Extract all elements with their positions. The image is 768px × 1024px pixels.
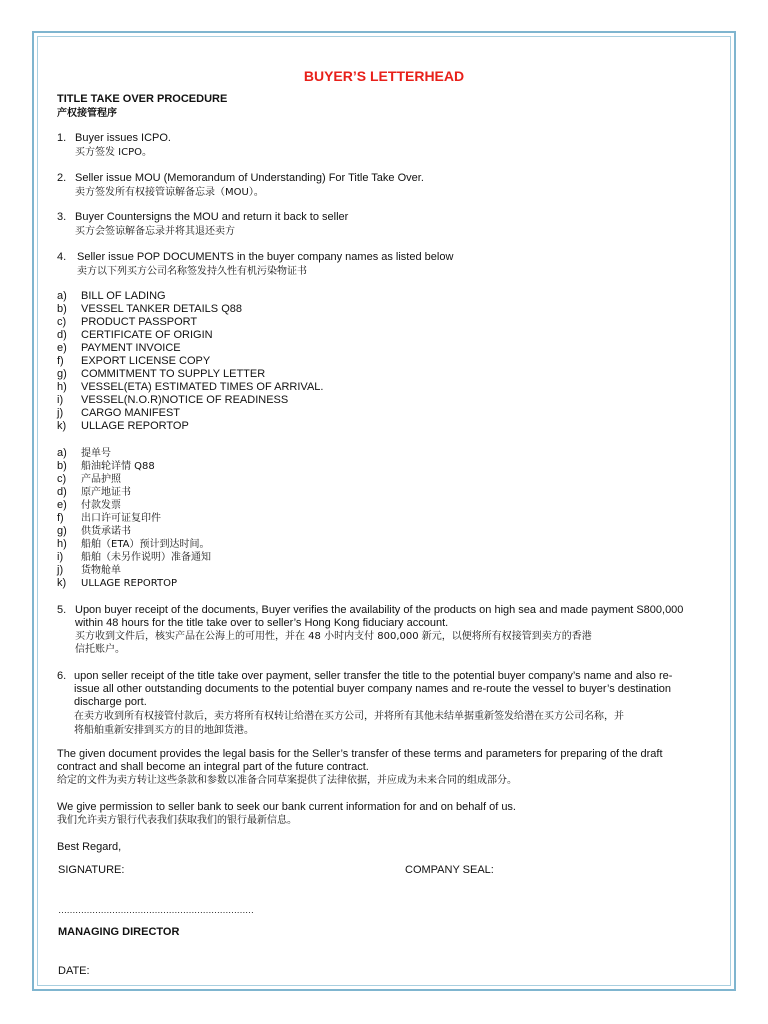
document-cn-item-label: 产品护照	[81, 474, 121, 485]
letterhead-title: BUYER’S LETTERHEAD	[303, 68, 465, 84]
document-cn-item-marker: e)	[57, 499, 67, 511]
step-4-text-cn: 卖方以下列买方公司名称签发持久性有机污染物证书	[77, 266, 307, 277]
document-en-item-marker: j)	[57, 407, 64, 419]
step-3-number: 3.	[57, 211, 67, 223]
step-6-number: 6.	[57, 670, 67, 682]
document-cn-item-label: 船油轮详情 Q88	[81, 461, 155, 472]
document-cn-item-marker: b)	[57, 460, 67, 472]
document-en-item-marker: c)	[57, 316, 67, 328]
document-cn-item-label: 提单号	[81, 448, 111, 459]
step-5-text-line-1: Upon buyer receipt of the documents, Buyer verifies the availability of the products on high sea and made payment S800,000	[75, 604, 684, 616]
document-en-item-marker: d)	[57, 329, 67, 341]
document-en-item-marker: f)	[57, 355, 64, 367]
document-en-item-marker: b)	[57, 303, 67, 315]
document-cn-item-marker: a)	[57, 447, 67, 459]
document-cn-item-marker: c)	[57, 473, 67, 485]
document-cn-item-marker: j)	[57, 564, 64, 576]
document-cn-item-label: 货物舱单	[81, 565, 121, 576]
legal-basis-line-2: contract and shall become an integral part of the future contract.	[57, 761, 369, 773]
document-cn-item-label: 船舶（未另作说明）准备通知	[81, 552, 211, 563]
document-en-item-label: PAYMENT INVOICE	[81, 342, 181, 354]
document-cn-item-marker: d)	[57, 486, 67, 498]
step-2-text-cn: 卖方签发所有权接管谅解备忘录（MOU）。	[75, 187, 264, 198]
document-cn-item-label: ULLAGE REPORTOP	[81, 578, 178, 589]
legal-basis-cn: 给定的文件为卖方转让这些条款和参数以准备合同草案提供了法律依据，并应成为未来合同的组成部分。	[57, 775, 517, 786]
step-4-text: Seller issue POP DOCUMENTS in the buyer company names as listed below	[77, 251, 454, 263]
step-2-number: 2.	[57, 172, 67, 184]
document-en-item-marker: g)	[57, 368, 67, 380]
document-en-item-label: VESSEL(N.O.R)NOTICE OF READINESS	[81, 394, 289, 406]
document-en-item-label: VESSEL(ETA) ESTIMATED TIMES OF ARRIVAL.	[81, 381, 324, 393]
document-en-item-label: COMMITMENT TO SUPPLY LETTER	[81, 368, 266, 380]
document-cn-item-label: 原产地证书	[81, 487, 131, 498]
document-cn-item-marker: i)	[57, 551, 64, 563]
document-cn-item-label: 供货承诺书	[81, 526, 131, 537]
document-cn-item-label: 出口许可证复印件	[81, 513, 161, 524]
document-en-item-label: CARGO MANIFEST	[81, 407, 181, 419]
document-en-item-label: CERTIFICATE OF ORIGIN	[81, 329, 213, 341]
step-5-text-cn-line-1: 买方收到文件后，核实产品在公海上的可用性，并在 48 小时内支付 800,000 新元，以便将所有权接管到卖方的香港	[75, 631, 592, 642]
step-3-text: Buyer Countersigns the MOU and return it back to seller	[75, 211, 349, 223]
document-en-item-label: ULLAGE REPORTOP	[81, 420, 189, 432]
date-label: DATE:	[58, 965, 90, 977]
document-en-item-label: VESSEL TANKER DETAILS Q88	[81, 303, 242, 315]
managing-director-label: MANAGING DIRECTOR	[58, 926, 180, 938]
document-cn-item-label: 付款发票	[81, 500, 121, 511]
step-1-text-cn: 买方签发 ICPO。	[75, 147, 153, 158]
step-1-number: 1.	[57, 132, 67, 144]
step-5-number: 5.	[57, 604, 67, 616]
document-cn-item-marker: f)	[57, 512, 64, 524]
step-2-text: Seller issue MOU (Memorandum of Understanding) For Title Take Over.	[75, 172, 424, 184]
step-1-text: Buyer issues ICPO.	[75, 132, 171, 144]
signature-line: ……………………………………………………………	[58, 905, 254, 915]
document-en-item-label: BILL OF LADING	[81, 290, 166, 302]
document-en-item-label: PRODUCT PASSPORT	[81, 316, 198, 328]
document-en-item-marker: i)	[57, 394, 64, 406]
document-en-item-marker: k)	[57, 420, 67, 432]
document-en-item-label: EXPORT LICENSE COPY	[81, 355, 211, 367]
bank-permission-cn: 我们允许卖方银行代表我们获取我们的银行最新信息。	[57, 815, 297, 826]
procedure-title-cn: 产权接管程序	[57, 108, 117, 119]
step-5-text-line-2: within 48 hours for the title take over to seller’s Hong Kong fiduciary account.	[75, 617, 449, 629]
bank-permission: We give permission to seller bank to seek our bank current information for and on behalf of us.	[57, 801, 516, 813]
document-cn-item-marker: h)	[57, 538, 67, 550]
document-en-item-marker: e)	[57, 342, 67, 354]
step-4-number: 4.	[57, 251, 67, 263]
step-6-text-cn-line-1: 在卖方收到所有权接管付款后，卖方将所有权转让给潜在买方公司，并将所有其他未结单据重新签发给潜在买方公司名称，并	[74, 711, 624, 722]
document-cn-item-marker: k)	[57, 577, 67, 589]
procedure-title: TITLE TAKE OVER PROCEDURE	[57, 93, 228, 105]
step-6-text-cn-line-2: 将船舶重新安排到买方的目的地卸货港。	[74, 725, 254, 736]
step-5-text-cn-line-2: 信托账户。	[75, 644, 125, 655]
company-seal-label: COMPANY SEAL:	[405, 864, 494, 876]
step-3-text-cn: 买方会签谅解备忘录并将其退还卖方	[75, 226, 235, 237]
document-cn-item-marker: g)	[57, 525, 67, 537]
step-6-text-line-1: upon seller receipt of the title take over payment, seller transfer the title to the potential buyer company’s name and also re-	[74, 670, 673, 682]
document-cn-item-label: 船舶（ETA）预计到达时间。	[81, 539, 210, 550]
signature-label: SIGNATURE:	[58, 864, 125, 876]
legal-basis-line-1: The given document provides the legal basis for the Seller’s transfer of these terms and parameters for preparing of the draft	[57, 748, 663, 760]
document-en-item-marker: a)	[57, 290, 67, 302]
step-6-text-line-2: issue all other outstanding documents to the potential buyer company names and re-route the vessel to buyer’s destination	[74, 683, 672, 695]
step-6-text-line-3: discharge port.	[74, 696, 147, 708]
document-en-item-marker: h)	[57, 381, 67, 393]
closing-regard: Best Regard,	[57, 841, 122, 853]
